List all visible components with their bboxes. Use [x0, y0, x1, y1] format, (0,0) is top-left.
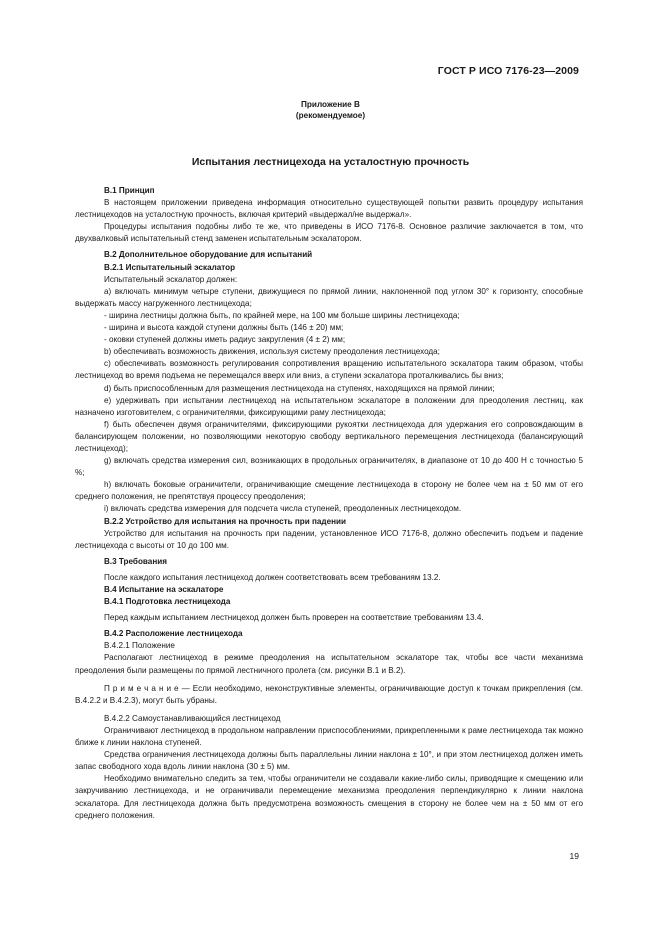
list-item: f) быть обеспечен двумя ограничителями, фиксирующими рукоятки лестницехода для удержания его сопровождающим в балансирующем положении, но позволяющими некоторую свободу вертикального перемещения лестницехода (балансирующий лестницеход); [75, 419, 583, 453]
annex-title: Испытания лестницехода на усталостную прочность [191, 156, 470, 168]
clause-heading: В.4.2.2 Самоустанавливающийся лестницеход [104, 713, 281, 723]
document-body [75, 185, 583, 822]
list-item: h) включать боковые ограничители, ограничивающие смещение лестницехода в сторону не более чем на ± 50 мм от его среднего положения, не препятствуя процессу преодоления; [75, 480, 583, 502]
list-item: c) обеспечивать возможность регулирования сопротивления вращению испытательного эскалатора таким образом, чтобы лестницеход во время подъема не перемещался вверх или вниз, а ступени эскалатора проталкивались бы вниз; [75, 359, 583, 381]
paragraph: Ограничивают лестницеход в продольном направлении приспособлениями, прикрепленными к раме лестницехода так можно ближе к линии наклона ступеней. [75, 725, 583, 748]
paragraph: Средства ограничения лестницехода должны быть параллельны линии наклона ± 10°, и при этом лестницеход должен иметь запас свободного хода вдоль линии наклона (30 ± 5) мм. [75, 750, 583, 772]
list-item: g) включать средства измерения сил, возникающих в продольных ограничителях, в диапазоне от 10 до 400 Н с точностью 5 %; [75, 456, 583, 478]
paragraph: Устройство для испытания на прочность при падении, установленное ИСО 7176-8, должно обеспечить подъем и падение лестницехода с высоты от 10 до 100 мм. [75, 528, 583, 550]
list-item: b) обеспечивать возможность движения, используя систему преодоления лестницехода; [104, 347, 440, 357]
section-heading: В.1 Принцип [104, 186, 155, 195]
paragraph: Процедуры испытания подобны либо те же, что приведены в ИСО 7176-8. Основное различие заключается в том, что двухвалковый испытательный стенд заменен испытательным эскалатором. [75, 222, 583, 244]
standard-code: ГОСТ Р ИСО 7176-23—2009 [437, 65, 579, 77]
note: П р и м е ч а н и е — Если необходимо, неконструктивные элементы, ограничивающие доступ к точкам прикрепления (см. В.4.2.2 и В.4.2.3), могут быть убраны. [75, 683, 583, 705]
paragraph: В настоящем приложении приведена информация относительно существующей попытки развить процедуру испытания лестницеходов на усталостную прочность, включая критерий «выдержал/не выдержал». [75, 198, 583, 220]
paragraph: После каждого испытания лестницеход должен соответствовать всем требованиям 13.2. [104, 572, 441, 582]
list-item: a) включать минимум четыре ступени, движущиеся по прямой линии, наклоненной под углом 30° к горизонту, способные выдержать массу нагруженного лестницехода; [75, 286, 583, 308]
annex-status: (рекомендуемое) [295, 111, 366, 120]
subsection-heading: В.2.2 Устройство для испытания на прочность при падении [104, 516, 346, 526]
list-item: e) удерживать при испытании лестницеход на испытательном эскалаторе в положении для преодоления лестниц, как назначено изготовителем, с ограничителями, фиксирующими раму лестницехода; [75, 395, 583, 417]
section-heading: В.3 Требования [104, 556, 167, 566]
subsection-heading: В.4.1 Подготовка лестницехода [104, 597, 231, 607]
paragraph: Располагают лестницеход в режиме преодоления на испытательном эскалаторе так, чтобы все части механизма преодоления были размещены по прямой лестничного пролета (см. рисунки В.1 и В.2). [75, 653, 583, 675]
section-heading: В.2 Дополнительное оборудование для испытаний [104, 250, 313, 260]
annex-label: Приложение В [301, 100, 360, 109]
paragraph: Необходимо внимательно следить за тем, чтобы ограничители не создавали какие-либо силы, приводящие к смещению или закручиванию лестницехода, и не ограничивали перемещение механизма преодоления перпендикулярно к линии наклона эскалатора. Для лестницехода должна быть предусмотрена возможность смещения в сторону не более чем на ± 50 мм от его среднего положения. [75, 774, 583, 820]
list-item: - оковки ступеней должны иметь радиус закругления (4 ± 2) мм; [104, 335, 346, 345]
clause-heading: В.4.2.1 Положение [104, 641, 175, 651]
section-heading: В.4 Испытание на эскалаторе [104, 585, 224, 594]
list-item: i) включать средства измерения для подсчета числа ступеней, преодоленных лестницеходом. [104, 504, 462, 514]
paragraph: Испытательный эскалатор должен: [104, 274, 238, 284]
list-item: - ширина и высота каждой ступени должны быть (146 ± 20) мм; [104, 323, 344, 333]
list-item: d) быть приспособленным для размещения лестницехода на ступенях, находящихся на прямой линии; [104, 383, 495, 393]
page-number: 19 [569, 851, 579, 861]
list-item: - ширина лестницы должна быть, по крайней мере, на 100 мм больше ширины лестницехода; [104, 310, 460, 320]
subsection-heading: В.2.1 Испытательный эскалатор [104, 262, 236, 272]
paragraph: Перед каждым испытанием лестницеход должен быть проверен на соответствие требованиям 13.4. [104, 613, 484, 623]
subsection-heading: В.4.2 Расположение лестницехода [104, 629, 243, 639]
